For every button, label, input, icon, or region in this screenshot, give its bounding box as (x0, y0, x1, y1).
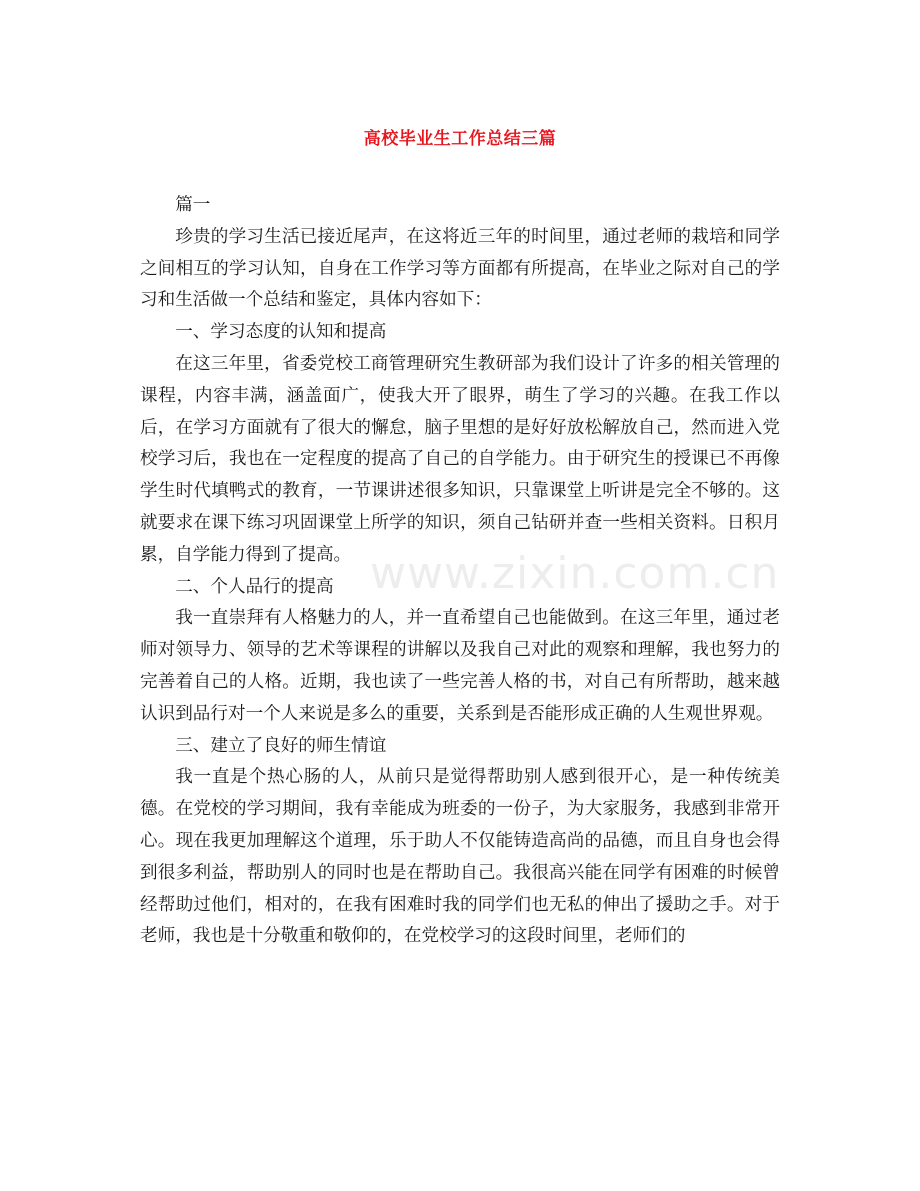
body-paragraph: 珍贵的学习生活已接近尾声，在这将近三年的时间里，通过老师的栽培和同学之间相互的学习认知，自身在工作学习等方面都有所提高，在毕业之际对自己的学习和生活做一个总结和鉴定，具体内容如下： (140, 226, 780, 311)
document-title: 高校毕业生工作总结三篇 (363, 129, 557, 149)
body-paragraph: 我一直崇拜有人格魅力的人，并一直希望自己也能做到。在这三年里，通过老师对领导力、领导的艺术等课程的讲解以及我自己对此的观察和理解，我也努力的完善着自己的人格。近期，我也读了一些完善人格的书，对自己有所帮助，越来越认识到品行对一个人来说是多么的重要，关系到是否能形成正确的人生观世界观。 (140, 608, 780, 724)
section-heading: 二、个人品行的提高 (175, 576, 334, 597)
watermark-text: www.zixin.com.cn (370, 548, 780, 599)
body-paragraph: 我一直是个热心肠的人，从前只是觉得帮助别人感到很开心，是一种传统美德。在党校的学习期间，我有幸能成为班委的一份子，为大家服务，我感到非常开心。现在我更加理解这个道理，乐于助人不仅能铸造高尚的品德，而且自身也会得到很多利益，帮助别人的同时也是在帮助自己。我很高兴能在同学有困难的时候曾经帮助过他们，相对的，在我有困难时我的同学们也无私的伸出了援助之手。对于老师，我也是十分敬重和敬仰的，在党校学习的这段时间里，老师们的 (140, 767, 780, 947)
section-label: 篇一 (175, 195, 211, 215)
document-body (140, 190, 780, 953)
body-paragraph: 在这三年里，省委党校工商管理研究生教研部为我们设计了许多的相关管理的课程，内容丰满，涵盖面广，使我大开了眼界，萌生了学习的兴趣。在我工作以后，在学习方面就有了很大的懈怠，脑子里想的是好好放松解放自己，然而进入党校学习后，我也在一定程度的提高了自己的自学能力。由于研究生的授课已不再像学生时代填鸭式的教育，一节课讲述很多知识，只靠课堂上听讲是完全不够的。这就要求在课下练习巩固课堂上所学的知识，须自己钻研并查一些相关资料。日积月累，自学能力得到了提高。 (140, 353, 780, 565)
section-heading: 一、学习态度的认知和提高 (175, 322, 387, 343)
section-heading: 三、建立了良好的师生情谊 (175, 735, 387, 756)
